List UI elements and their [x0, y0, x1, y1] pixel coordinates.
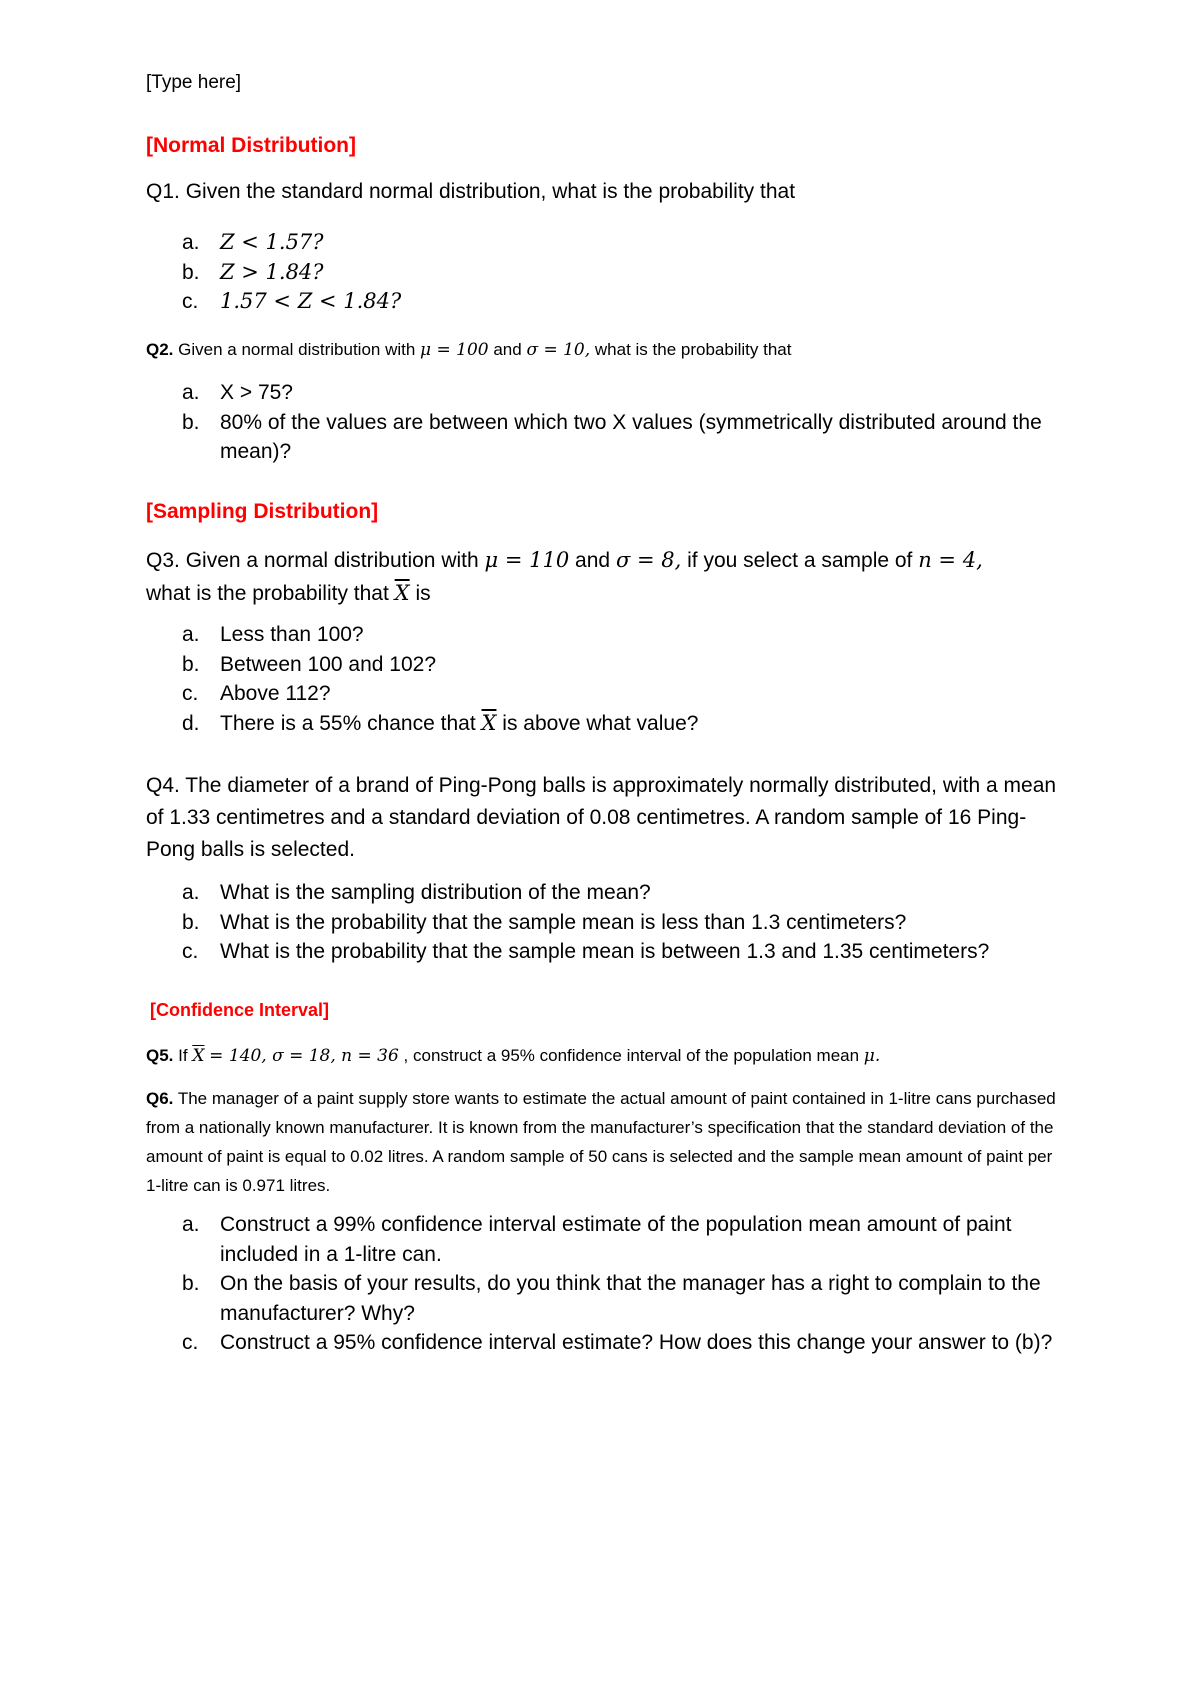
- item-letter: a.: [182, 381, 200, 404]
- item-math: Z < 1.57?: [220, 230, 324, 254]
- item-letter: a.: [182, 881, 200, 904]
- question-3-n: n = 4,: [918, 548, 983, 572]
- question-2-and: and: [493, 340, 522, 359]
- list-item: [182, 620, 1066, 650]
- list-item: [182, 1269, 1066, 1328]
- item-text: What is the sampling distribution of the mean?: [220, 881, 651, 904]
- list-item: [182, 1328, 1066, 1358]
- question-1: [146, 180, 795, 204]
- item-text: What is the probability that the sample mean is between 1.3 and 1.35 centimeters?: [220, 940, 990, 963]
- question-1-text: Given the standard normal distribution, what is the probability that: [185, 180, 796, 203]
- item-math: 1.57 < Z < 1.84?: [220, 289, 402, 313]
- item-post: is above what value?: [502, 711, 699, 735]
- question-3-mid: if you select a sample of: [687, 549, 913, 572]
- list-item: [182, 709, 1066, 739]
- item-letter: b.: [182, 652, 200, 676]
- question-4-options: [182, 878, 1066, 967]
- question-6-options: [182, 1210, 1066, 1358]
- question-5: [146, 1046, 880, 1066]
- item-letter: a.: [182, 623, 200, 646]
- item-xbar: $\overline{X}$: [481, 710, 497, 735]
- list-item: [182, 408, 1066, 467]
- question-3-and: and: [575, 549, 611, 572]
- item-letter: c.: [182, 682, 199, 705]
- question-2-mu: μ = 100: [420, 340, 489, 360]
- list-item: [182, 287, 1066, 317]
- question-4: Q4. The diameter of a brand of Ping-Pong balls is approximately normally distributed, with a mean of 1.33 centimetres and a standard deviation of 0.08 centimetres. A random sample of 16 Ping-Pong balls is selected.: [146, 774, 1057, 861]
- list-item: [182, 228, 1066, 258]
- question-5-label: Q5.: [146, 1046, 174, 1065]
- item-letter: b.: [182, 410, 200, 434]
- question-2: [146, 340, 791, 360]
- question-3-line2-post: is: [415, 582, 431, 605]
- item-letter: c.: [182, 940, 199, 963]
- item-math: Z > 1.84?: [220, 259, 324, 284]
- question-3-label: Q3.: [146, 549, 180, 572]
- section-heading-sampling-distribution: [Sampling Distribution]: [146, 500, 379, 523]
- item-pre: There is a 55% chance that: [220, 711, 476, 735]
- item-letter: b.: [182, 260, 200, 284]
- question-3-line2-pre: what is the probability that: [146, 582, 389, 605]
- question-5-post: , construct a 95% confidence interval of the population mean: [403, 1046, 860, 1065]
- question-3: [146, 544, 1066, 610]
- item-text: Construct a 95% confidence interval estimate? How does this change your answer to (b)?: [220, 1331, 1053, 1354]
- question-2-options: [182, 378, 1066, 467]
- item-text: Less than 100?: [220, 623, 364, 646]
- question-1-options: [182, 228, 1066, 317]
- question-3-xbar: $\overline{X}$: [394, 581, 410, 605]
- question-6: [146, 1084, 1066, 1200]
- item-letter: d.: [182, 711, 200, 735]
- question-5-values: = 140, σ = 18, n = 36: [209, 1046, 399, 1066]
- item-letter: a.: [182, 1213, 200, 1236]
- question-5-if: If: [178, 1046, 188, 1065]
- item-letter: c.: [182, 290, 199, 313]
- question-6-label: Q6.: [146, 1089, 174, 1108]
- section-heading-normal-distribution: [Normal Distribution]: [146, 134, 356, 157]
- item-text: Between 100 and 102?: [220, 652, 437, 676]
- list-item: [182, 908, 1066, 938]
- item-text: On the basis of your results, do you think that the manager has a right to complain to the manufacturer? Why?: [220, 1272, 1041, 1325]
- question-5-xbar: $\overline{X}$: [192, 1046, 205, 1066]
- question-3-pre: Given a normal distribution with: [185, 549, 479, 572]
- item-letter: b.: [182, 1272, 200, 1295]
- item-text: 80% of the values are between which two X values (symmetrically distributed around the mean)?: [220, 410, 1042, 463]
- item-text: What is the probability that the sample mean is less than 1.3 centimeters?: [220, 910, 907, 934]
- list-item: [182, 937, 1066, 967]
- question-2-pre: Given a normal distribution with: [178, 340, 416, 359]
- list-item: [182, 679, 1066, 709]
- section-heading-confidence-interval: [Confidence Interval]: [150, 1000, 330, 1020]
- question-2-post: what is the probability that: [594, 340, 792, 359]
- list-item: [182, 378, 1066, 408]
- item-text: Construct a 99% confidence interval estimate of the population mean amount of paint included in a 1-litre can.: [220, 1213, 1012, 1266]
- list-item: [182, 1210, 1066, 1269]
- list-item: [182, 878, 1066, 908]
- page-header: [Type here]: [146, 72, 242, 93]
- item-letter: c.: [182, 1331, 199, 1354]
- question-3-sigma: σ = 8,: [615, 548, 682, 572]
- item-text: X > 75?: [220, 381, 293, 404]
- question-3-mu: μ = 110: [484, 548, 570, 572]
- item-letter: b.: [182, 910, 200, 934]
- question-2-sigma: σ = 10,: [526, 340, 591, 360]
- list-item: [182, 650, 1066, 680]
- item-letter: a.: [182, 231, 200, 254]
- question-6-text: The manager of a paint supply store wants to estimate the actual amount of paint contained in 1-litre cans purchased from a nationally known manufacturer. It is known from the manufacturer’s specification that the standard deviation of the amount of paint is equal to 0.02 litres. A random sample of 50 cans is selected and the sample mean amount of paint per 1-litre can is 0.971 litres.: [146, 1089, 1056, 1195]
- question-3-options: [182, 620, 1066, 738]
- item-text: Above 112?: [220, 682, 331, 705]
- question-5-mu: μ.: [863, 1046, 881, 1066]
- question-2-label: Q2.: [146, 340, 174, 359]
- list-item: [182, 258, 1066, 288]
- question-1-label: Q1.: [146, 180, 180, 203]
